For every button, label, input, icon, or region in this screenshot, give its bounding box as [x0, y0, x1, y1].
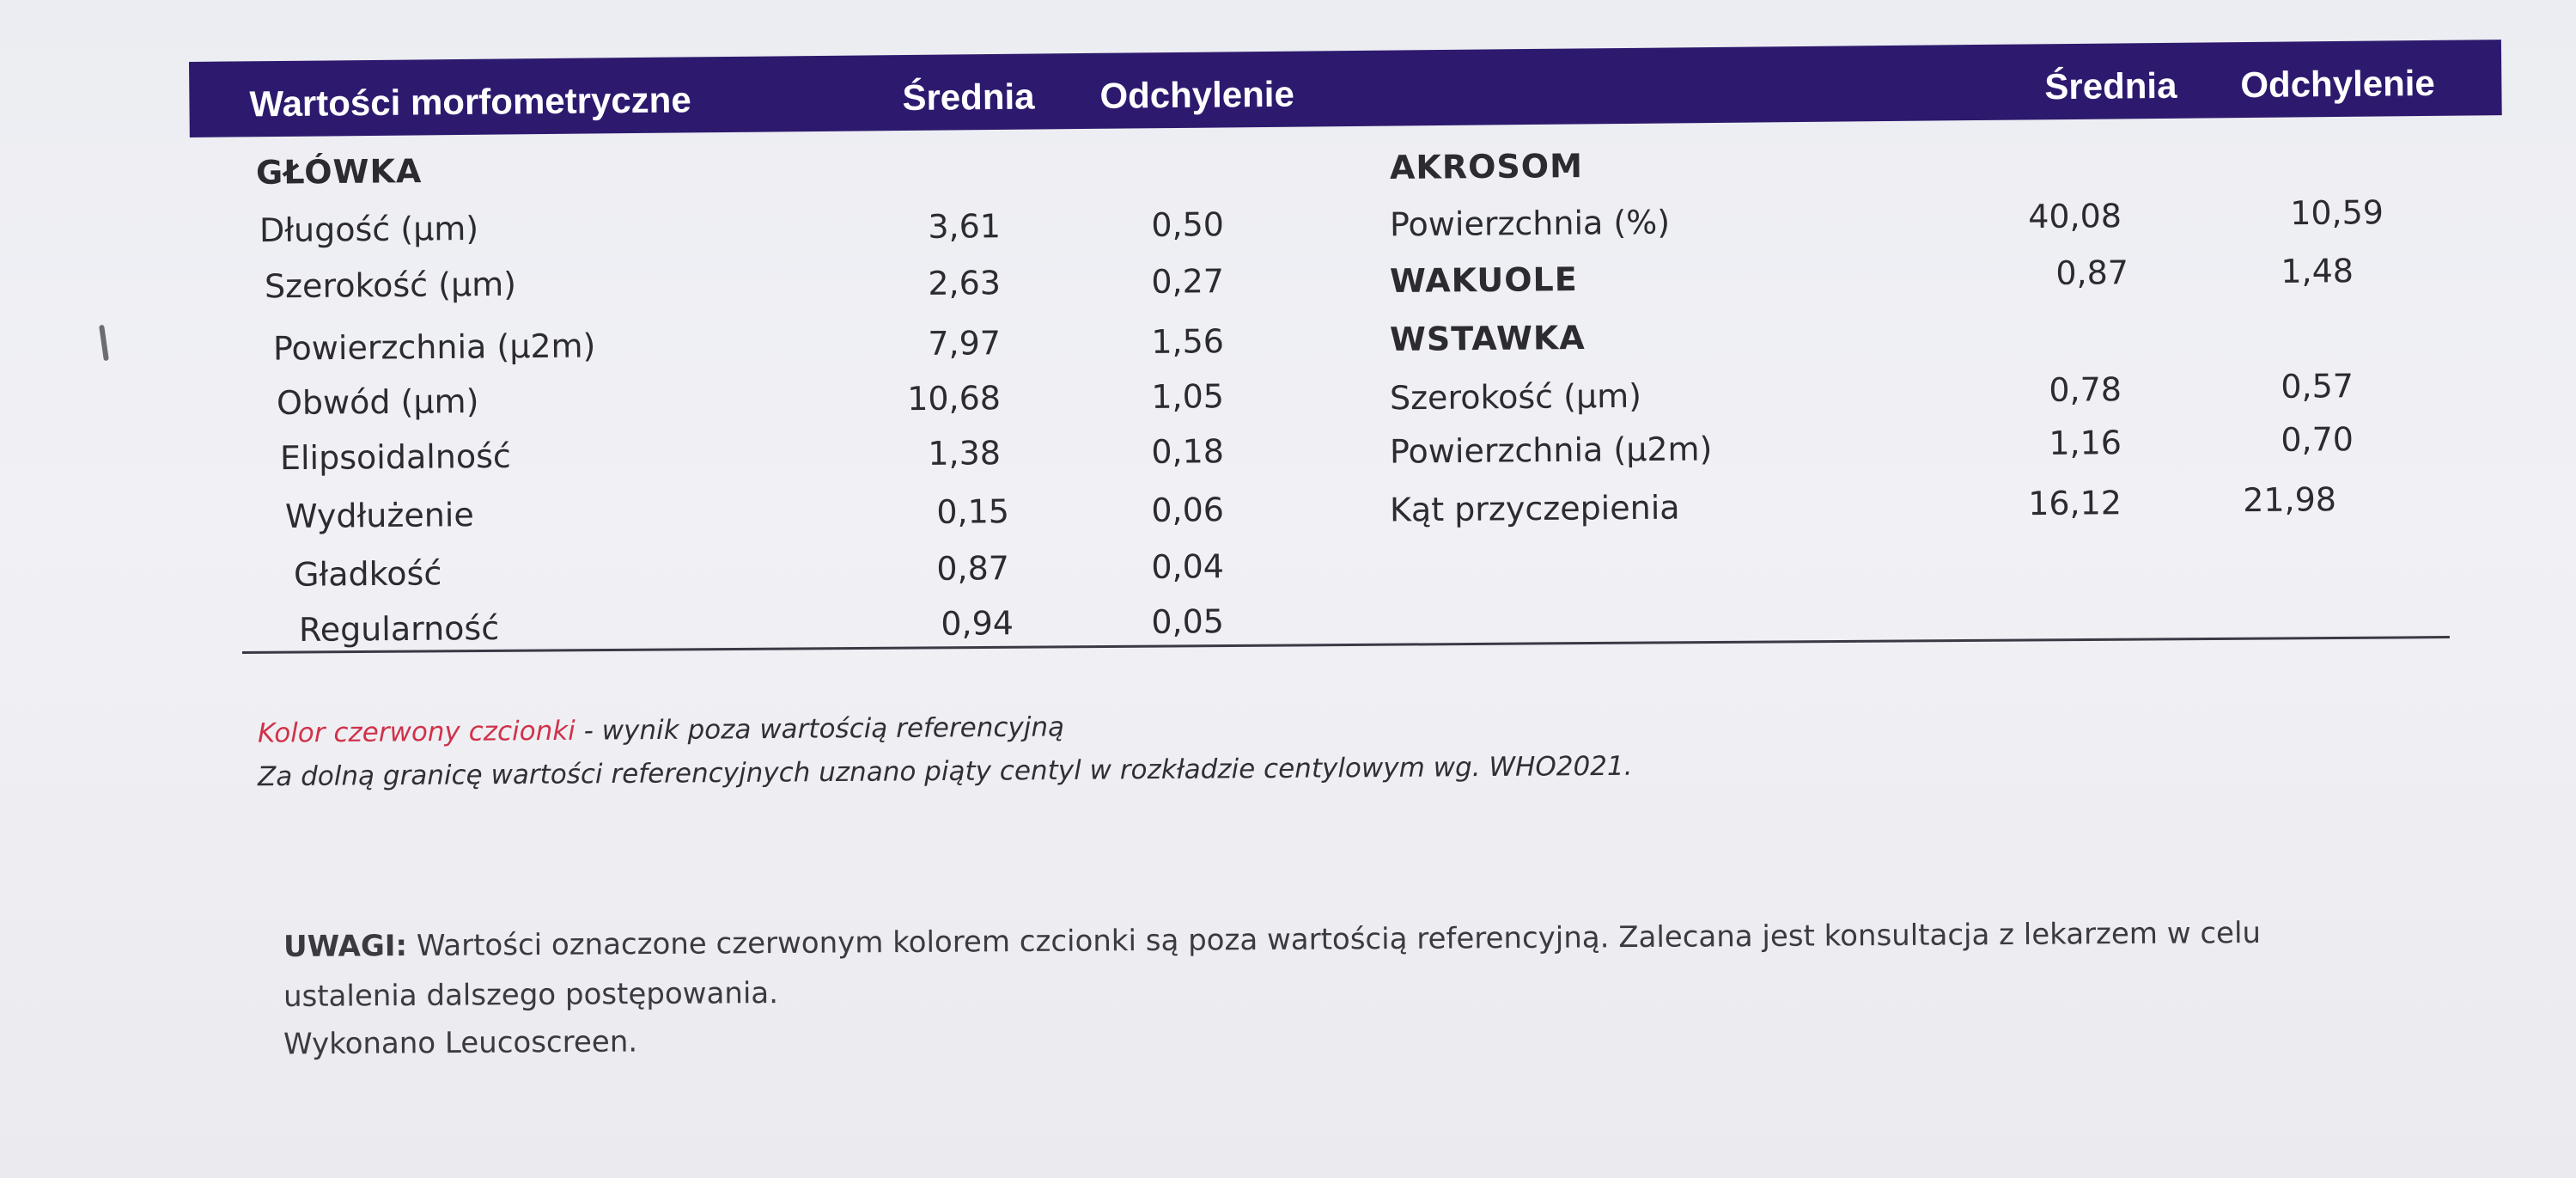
- row-sd: 0,50: [1151, 205, 1225, 244]
- row-mean: 0,87: [2055, 253, 2129, 292]
- row-sd: 1,05: [1151, 377, 1225, 416]
- row-mean: 1,16: [2049, 424, 2122, 462]
- row-sd: 0,05: [1151, 602, 1225, 641]
- legend-note-red: [258, 711, 1064, 748]
- remarks-line-3: Wykonano Leucoscreen.: [283, 1024, 638, 1062]
- row-label: Wydłużenie: [284, 496, 474, 535]
- row-label: Obwód (µm): [276, 381, 479, 423]
- remarks-line-2: ustalenia dalszego postępowania.: [283, 975, 779, 1015]
- table-header: [189, 40, 2502, 137]
- row-label: Powierzchnia (µ2m): [1389, 430, 1713, 471]
- table-bottom-rule: [242, 636, 2450, 654]
- row-sd: 1,56: [1151, 322, 1225, 361]
- row-mean: 0,15: [936, 492, 1010, 531]
- row-label: Długość (µm): [259, 209, 479, 250]
- row-label: Powierzchnia (µ2m): [272, 327, 596, 368]
- row-sd: 0,27: [1151, 262, 1225, 301]
- stray-mark: [99, 325, 109, 361]
- row-mean: 0,87: [936, 549, 1010, 588]
- row-sd: 0,57: [2281, 367, 2354, 406]
- header-mean-right: Średnia: [2044, 64, 2177, 107]
- header-mean: Średnia: [902, 76, 1035, 119]
- remarks-label: UWAGI:: [283, 929, 408, 965]
- section-wstawka: WSTAWKA: [1389, 319, 1586, 358]
- section-glowka: GŁÓWKA: [255, 152, 423, 192]
- row-sd: 21,98: [2243, 480, 2337, 520]
- row-mean: 0,78: [2049, 370, 2122, 409]
- legend-red-text: Kolor czerwony czcionki: [257, 715, 575, 749]
- row-mean: 3,61: [928, 207, 1002, 246]
- remarks-line-1: [283, 916, 2261, 964]
- header-sd-right: Odchylenie: [2240, 62, 2435, 106]
- section-akrosom: AKROSOM: [1389, 147, 1584, 186]
- section-wakuole: WAKUOLE: [1389, 260, 1578, 300]
- legend-rest-text: - wynik poza wartością referencyjną: [575, 711, 1065, 747]
- row-mean: 40,08: [2028, 197, 2122, 236]
- row-mean: 16,12: [2028, 484, 2122, 523]
- remarks-text: Wartości oznaczone czerwonym kolorem czcionki są poza wartością referencyjną. Zalecana jest konsultacja z lekarzem w celu: [406, 915, 2262, 964]
- row-mean: 7,97: [928, 324, 1002, 363]
- row-mean: 10,68: [907, 379, 1002, 418]
- row-label: Szerokość (µm): [264, 265, 517, 306]
- row-sd: 0,70: [2281, 420, 2354, 459]
- row-label: Regularność: [298, 608, 500, 650]
- row-mean: 0,94: [941, 604, 1014, 643]
- row-sd: 10,59: [2290, 193, 2384, 233]
- row-sd: 0,06: [1151, 491, 1225, 529]
- row-label: Elipsoidalność: [279, 436, 512, 478]
- row-sd: 0,18: [1151, 432, 1225, 471]
- row-label: Kąt przyczepienia: [1389, 488, 1680, 529]
- row-mean: 2,63: [928, 264, 1002, 302]
- legend-note-who: Za dolną granicę wartości referencyjnych uznano piąty centyl w rozkładzie centylowym wg. WHO2021.: [257, 750, 1633, 793]
- header-title: Wartości morfometryczne: [249, 79, 691, 125]
- header-sd: Odchylenie: [1099, 73, 1295, 116]
- row-sd: 1,48: [2281, 252, 2354, 290]
- row-label: Gładkość: [293, 554, 442, 594]
- row-sd: 0,04: [1151, 547, 1225, 586]
- row-mean: 1,38: [928, 434, 1002, 473]
- row-label: Powierzchnia (%): [1389, 203, 1671, 244]
- row-label: Szerokość (µm): [1389, 376, 1642, 418]
